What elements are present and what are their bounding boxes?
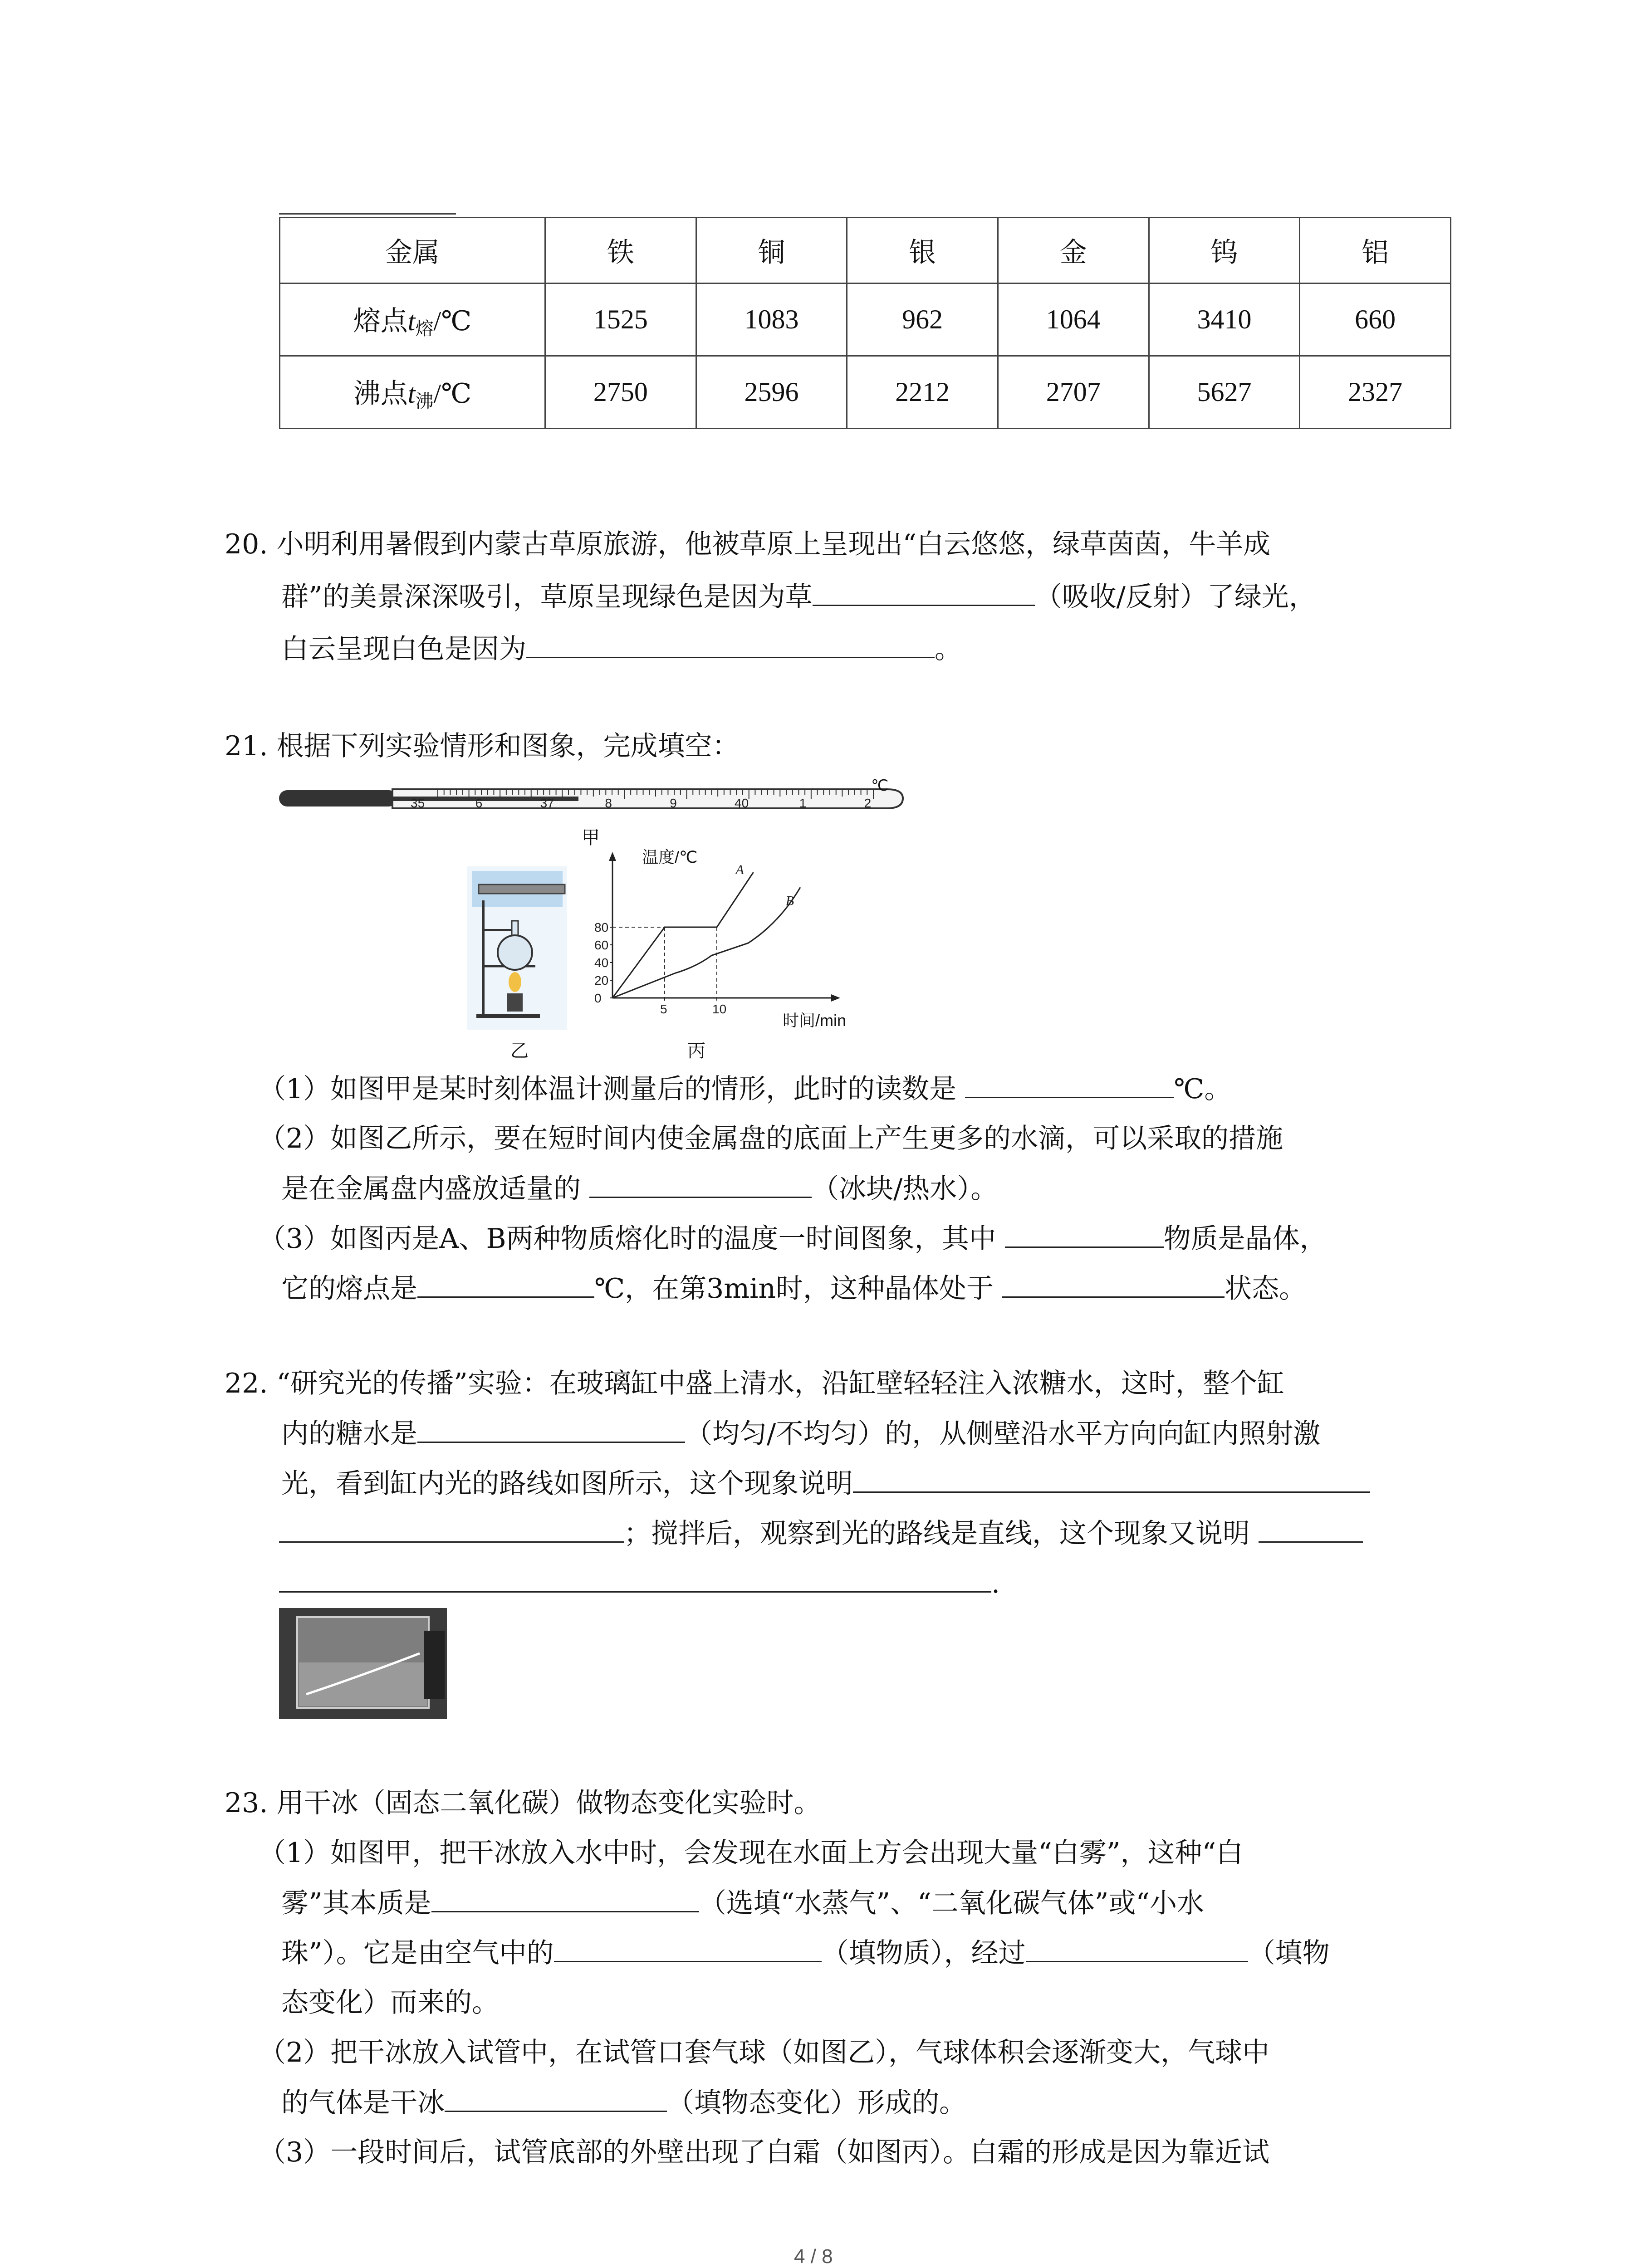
header-metal: 铜	[696, 218, 847, 284]
flame	[509, 972, 521, 992]
q23-line4: 珠”）。它是由空气中的 （填物质），经过 （填物	[281, 1937, 1330, 1969]
answer-blank[interactable]	[279, 1520, 624, 1543]
q21-p3-line1: （3）如图丙是A、B两种物质熔化时的温度一时间图象，其中 物质是晶体，	[259, 1223, 1327, 1255]
answer-blank[interactable]	[445, 2089, 667, 2112]
table-cell: 5627	[1149, 356, 1300, 429]
answer-blank[interactable]	[431, 1889, 699, 1912]
thermometer-tick-label: 37	[540, 796, 554, 810]
y-tick-label: 20	[594, 973, 609, 987]
y-tick-label: 80	[594, 920, 609, 934]
graph-xlabel: 时间/min	[783, 1011, 847, 1030]
answer-blank[interactable]	[554, 1939, 822, 1962]
table-cell: 2707	[998, 356, 1149, 429]
thermometer-tick-label: 6	[475, 796, 483, 810]
answer-blank[interactable]	[1026, 1939, 1248, 1962]
page-number: 4 / 8	[794, 2245, 833, 2268]
y-axis-arrow	[609, 852, 616, 861]
q21-p1: （1）如图甲是某时刻体温计测量后的情形，此时的读数是 ℃。	[259, 1073, 1232, 1105]
metal-plate	[479, 885, 565, 894]
q23-line3: 雾”其本质是 （选填“水蒸气”、“二氧化碳气体”或“小水	[281, 1887, 1205, 1919]
row-label: 沸点$t_沸/℃$	[280, 356, 545, 429]
caption-jia: 甲	[582, 828, 600, 848]
header-metal: 金	[998, 218, 1149, 284]
table-cell: 1064	[998, 284, 1149, 356]
thermometer-unit: ℃	[871, 777, 889, 794]
answer-blank[interactable]	[417, 1420, 685, 1443]
q20-line1: 20. 小明利用暑假到内蒙古草原旅游，他被草原上呈现出“白云悠悠，绿草茵茵，牛羊成	[225, 528, 1271, 560]
q23-line7: 的气体是干冰 （填物态变化）形成的。	[281, 2087, 966, 2119]
table-cell: 2327	[1300, 356, 1451, 429]
header-label: 金属	[280, 218, 545, 284]
answer-blank[interactable]	[1002, 1275, 1225, 1298]
q21-intro: 21. 根据下列实验情形和图象，完成填空：	[225, 730, 740, 762]
table-cell: 2212	[847, 356, 998, 429]
thermometer-tick-label: 2	[864, 796, 872, 810]
series-a-label: A	[735, 862, 744, 877]
caption-yi: 乙	[510, 1041, 529, 1061]
answer-blank[interactable]	[853, 1470, 1370, 1493]
answer-blank[interactable]	[813, 583, 1035, 606]
thermometer-tick-label: 1	[799, 796, 807, 810]
thermometer-tick-label: 9	[670, 796, 677, 810]
y-tick-label: 60	[594, 938, 609, 952]
caption-bing: 丙	[687, 1041, 705, 1061]
answer-blank[interactable]	[526, 635, 935, 658]
table-cell: 2750	[545, 356, 696, 429]
series-b-label: B	[785, 893, 794, 909]
table-cell: 3410	[1149, 284, 1300, 356]
q23-line5: 态变化）而来的。	[281, 1987, 499, 2019]
q23-line8: （3）一段时间后，试管底部的外壁出现了白霜（如图丙）。白霜的形成是因为靠近试	[259, 2136, 1270, 2168]
x-tick-label: 5	[660, 1002, 667, 1016]
q23-line1: 23. 用干冰（固态二氧化碳）做物态变化实验时。	[225, 1787, 821, 1819]
q22-line1: 22. “研究光的传播”实验：在玻璃缸中盛上清水，沿缸壁轻轻注入浓糖水，这时，整个缸	[225, 1368, 1284, 1399]
table-row	[280, 284, 1451, 356]
q21-p2-line1: （2）如图乙所示，要在短时间内使金属盘的底面上产生更多的水滴，可以采取的措施	[259, 1123, 1283, 1154]
thermometer-tick-label: 8	[605, 796, 612, 810]
header-metal: 钨	[1149, 218, 1300, 284]
answer-blank[interactable]	[1005, 1225, 1164, 1248]
answer-blank[interactable]	[965, 1075, 1174, 1098]
header-metal: 铝	[1300, 218, 1451, 284]
top-rule	[279, 213, 456, 215]
q23-line2: （1）如图甲，把干冰放入水中时，会发现在水面上方会出现大量“白雾”，这种“白	[259, 1837, 1244, 1869]
y-tick-label: 40	[594, 956, 609, 970]
q21-p2-line2: 是在金属盘内盛放适量的 （冰块/热水）。	[281, 1173, 998, 1205]
table-header-row	[280, 218, 1451, 284]
burner	[507, 993, 523, 1012]
q22-line2: 内的糖水是 （均匀/不均匀）的，从侧壁沿水平方向向缸内照射激	[281, 1418, 1321, 1450]
temperature-time-graph	[581, 844, 871, 1034]
row-label: 熔点$t_熔/℃$	[280, 284, 545, 356]
table-cell: 660	[1300, 284, 1451, 356]
header-metal: 铁	[545, 218, 696, 284]
table-cell: 1525	[545, 284, 696, 356]
table-cell: 2596	[696, 356, 847, 429]
x-axis-arrow	[831, 994, 840, 1002]
answer-blank[interactable]	[589, 1175, 812, 1198]
answer-blank[interactable]	[417, 1275, 594, 1298]
glass-tank-photo	[279, 1608, 447, 1719]
answer-blank[interactable]	[1259, 1520, 1363, 1543]
table-cell: 962	[847, 284, 998, 356]
y-tick-label: 0	[594, 991, 602, 1005]
q22-line3: 光，看到缸内光的路线如图所示，这个现象说明	[281, 1470, 1370, 1497]
thermometer-tick-label: 40	[735, 796, 749, 810]
answer-blank[interactable]	[279, 1569, 991, 1593]
q23-line6: （2）把干冰放入试管中，在试管口套气球（如图乙），气球体积会逐渐变大，气球中	[259, 2037, 1270, 2068]
q22-line5: .	[279, 1569, 1000, 1597]
series-b-line	[612, 887, 800, 998]
q20-line3: 白云呈现白色是因为 。	[281, 633, 962, 665]
table-row	[280, 356, 1451, 429]
q21-p3-line2: 它的熔点是 ℃，在第3min时，这种晶体处于 状态。	[281, 1273, 1307, 1305]
metal-property-table	[279, 217, 1451, 429]
q20-line2: 群”的美景深深吸引，草原呈现绿色是因为草 （吸收/反射）了绿光，	[281, 581, 1316, 613]
header-metal: 银	[847, 218, 998, 284]
graph-ylabel: 温度/℃	[642, 848, 698, 866]
table-cell: 1083	[696, 284, 847, 356]
apparatus-figure	[467, 866, 567, 1030]
thermometer-bulb	[279, 790, 397, 807]
series-a-line	[612, 872, 754, 998]
q22-line4: ；搅拌后，观察到光的路线是直线，这个现象又说明	[279, 1520, 1363, 1547]
thermometer-tick-label: 35	[411, 796, 425, 810]
x-tick-label: 10	[712, 1002, 727, 1016]
flask	[498, 935, 532, 970]
